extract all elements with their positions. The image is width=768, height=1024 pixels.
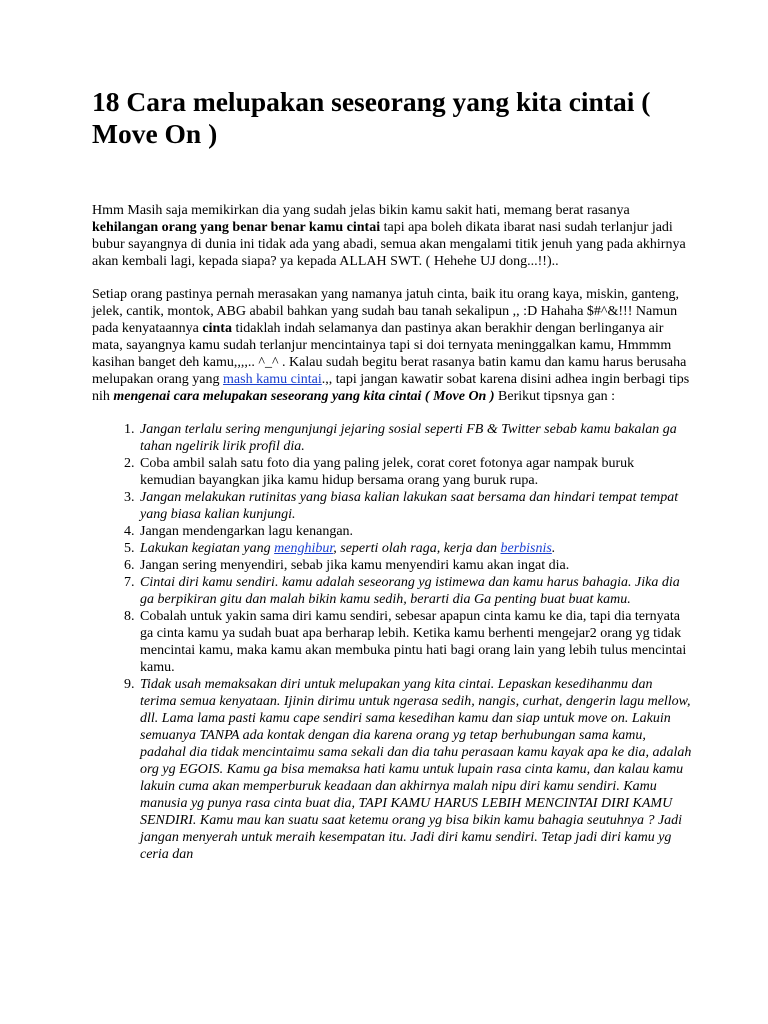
intro-bold: kehilangan orang yang benar benar kamu cintai xyxy=(92,220,381,235)
intro-text-2: tapi apa boleh dikata ibarat nasi sudah terlanjur jadi bubur sayangnya di dunia ini tidak ada yang abadi, semua akan mengalami titik jenuh yang pada akhirnya akan kembali lagi, kepada siapa? ya kepada ALLAH SWT. ( Hehehe UJ dong...!!).. xyxy=(92,220,686,269)
article-body xyxy=(92,202,692,863)
list-item-2: 2. Coba ambil salah satu foto dia yang paling jelek, corat coret fotonya agar nampak buruk kemudian bayangkan jika kamu hidup bersama orang yang buruk rupa. xyxy=(138,455,692,489)
p2-text-2: tidaklah indah selamanya dan pastinya akan berakhir dengan berlinganya air mata, sayangnya kamu sudah terlanjur mencintainya tapi si doi ternyata meninggalkan kamu, Hmmmm kasihan banget deh kamu,,,,.. ^_^ . Kalau sudah begitu berat rasanya batin kamu dan kamu harus berusaha melupakan orang yang xyxy=(92,321,687,387)
p2-text-3: .,, tapi jangan kawatir sobat karena disini adhea ingin berbagi tips nih xyxy=(92,372,690,404)
item5-text-c: . xyxy=(551,541,556,556)
link-mash-kamu-cintai[interactable]: mash kamu cintai xyxy=(223,372,322,387)
tips-list xyxy=(92,421,692,863)
p2-text-1: Setiap orang pastinya pernah merasakan yang namanya jatuh cinta, baik itu orang kaya, miskin, ganteng, jelek, cantik, montok, ABG ababil bahkan yang sudah bau tanah sekalipun ,, :D Hahaha $#^&!!! Namun pada kenyataannya xyxy=(92,287,680,336)
intro-paragraph xyxy=(92,202,692,270)
intro-text-1: Hmm Masih saja memikirkan dia yang sudah jelas bikin kamu sakit hati, memang berat rasanya xyxy=(92,203,630,218)
list-item-6: 6. Jangan sering menyendiri, sebab jika kamu menyendiri kamu akan ingat dia. xyxy=(138,557,692,574)
list-item-5 xyxy=(138,540,692,557)
item5-text-b: , seperti olah raga, kerja dan xyxy=(333,541,501,556)
list-item-4: 4. Jangan mendengarkan lagu kenangan. xyxy=(138,523,692,540)
item5-text-a: Lakukan kegiatan yang xyxy=(140,541,275,556)
p2-bold-italic: mengenai cara melupakan seseorang yang kita cintai ( Move On ) xyxy=(113,389,495,404)
link-berbisnis[interactable]: berbisnis xyxy=(500,541,552,556)
p2-bold-cinta: cinta xyxy=(202,321,232,336)
p2-text-4: Berikut tipsnya gan : xyxy=(494,389,616,404)
second-paragraph xyxy=(92,286,692,405)
list-item-7: 7. Cintai diri kamu sendiri. kamu adalah seseorang yg istimewa dan kamu harus bahagia. Jika dia ga berpikiran gitu dan malah bikin kamu sedih, berarti dia Ga penting buat buat kamu. xyxy=(138,574,692,608)
page-title: 18 Cara melupakan seseorang yang kita cintai ( Move On ) xyxy=(92,86,651,149)
list-item-1: 1. Jangan terlalu sering mengunjungi jejaring sosial seperti FB & Twitter sebab kamu bakalan ga tahan ngelirik lirik profil dia. xyxy=(138,421,692,455)
list-item-8: 8. Cobalah untuk yakin sama diri kamu sendiri, sebesar apapun cinta kamu ke dia, tapi dia ternyata ga cinta kamu ya sudah buat apa berharap lebih. Ketika kamu berhenti mengejar2 orang yg tidak mencintai kamu, maka kamu akan membuka pintu hati bagi orang lain yang lebih tulus mencintai kamu. xyxy=(138,608,692,676)
list-item-9: 9. Tidak usah memaksakan diri untuk melupakan yang kita cintai. Lepaskan kesedihanmu dan terima semua kenyataan. Ijinin dirimu untuk ngerasa sedih, nangis, curhat, dengerin lagu mellow, dll. Lama lama pasti kamu cape sendiri sama kesedihan kamu dan siap untuk move on. Lakuin semuanya TANPA ada kontak dengan dia karena orang yg tetap berhubungan sama kamu, padahal dia tidak mencintaimu sama sekali dan dia tahu perasaan kamu kayak apa ke dia, adalah org yg EGOIS. Kamu ga bisa memaksa hati kamu untuk lupain rasa cinta kamu, dan kalau kamu lakuin cuma akan memperburuk keadaan dan akhirnya malah nipu diri kamu sendiri. Kamu manusia yg punya rasa cinta buat dia, TAPI KAMU HARUS LEBIH MENCINTAI DIRI KAMU SENDIRI. Kamu mau kan suatu saat ketemu orang yg bisa bikin kamu bahagia seutuhnya ? Jadi jangan menyerah untuk meraih kesempatan itu. Jadi diri kamu sendiri. Tetap jadi diri kamu yg ceria dan xyxy=(138,676,692,863)
link-menghibur[interactable]: menghibur xyxy=(274,541,334,556)
list-item-3: 3. Jangan melakukan rutinitas yang biasa kalian lakukan saat bersama dan hindari tempat tempat yang biasa kalian kunjungi. xyxy=(138,489,692,523)
